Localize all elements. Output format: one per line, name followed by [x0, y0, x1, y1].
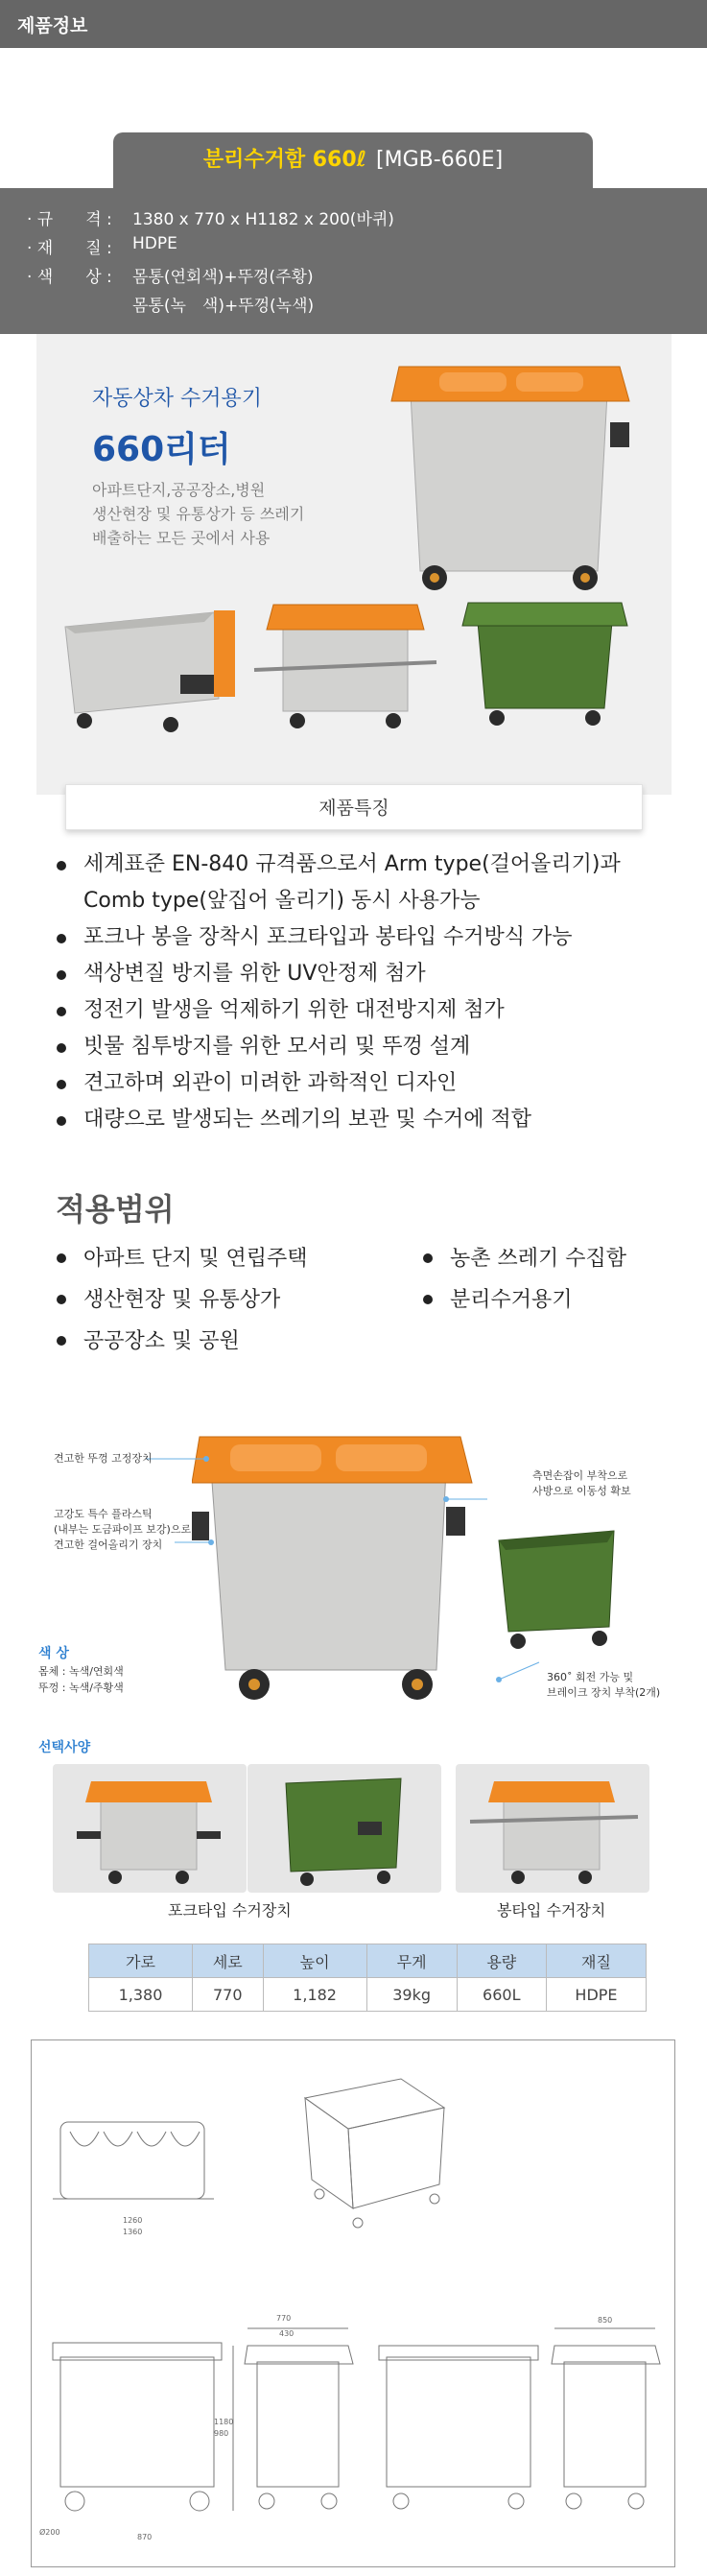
technical-drawing [31, 2039, 675, 2567]
spec-key: · 규 격 : [27, 210, 112, 229]
right-view-drawing [552, 2328, 660, 2509]
scope-list-left [53, 1238, 308, 1362]
option-bar-label: 봉타입 수거장치 [497, 1901, 606, 1920]
dim-label: 850 [598, 2316, 613, 2325]
feature-item: 대량으로 발생되는 쓰레기의 보관 및 수거에 적합 [53, 1102, 667, 1138]
option-fork-label: 포크타입 수거장치 [168, 1901, 292, 1920]
isometric-drawing [305, 2079, 444, 2228]
callout-line: 측면손잡이 부착으로 [532, 1469, 628, 1482]
spec-table-header-cell: 용량 [457, 1944, 546, 1978]
main-bin-image [382, 355, 641, 595]
feature-item: 정전기 발생을 억제하기 위한 대전방지제 첨가 [53, 992, 667, 1029]
scope-item: 아파트 단지 및 연립주택 [53, 1238, 308, 1279]
page-title: 제품정보 [17, 15, 88, 36]
spec-row-size [27, 205, 394, 229]
features-header: 제품특징 [65, 784, 643, 830]
spec-table-row [89, 1978, 647, 2012]
spec-key: · 색 상 : [27, 268, 112, 287]
promo-desc-line: 배출하는 모든 곳에서 사용 [92, 529, 271, 547]
callout-lid-lock: 견고한 뚜껑 고정장치 [54, 1452, 153, 1465]
product-name: 분리수거함 660ℓ [202, 148, 367, 172]
spec-table-cell: 1,182 [263, 1978, 366, 2012]
dim-label: Ø200 [39, 2528, 60, 2537]
promo-capacity: 660리터 [92, 430, 231, 469]
front-view-drawing [53, 2343, 222, 2511]
spec-table-header-cell: 세로 [192, 1944, 263, 1978]
open-grey-bin-image [51, 593, 243, 737]
fork-bin-green-icon [247, 1764, 441, 1893]
scope-item: 농촌 쓰레기 수집함 [419, 1238, 626, 1279]
spec-table-cell: HDPE [546, 1978, 646, 2012]
promo-subtitle: 자동상차 수거용기 [92, 387, 263, 411]
spec-value: 몸통(연회색)+뚜껑(주황) [132, 268, 314, 287]
feature-item: 포크나 봉을 장착시 포크타입과 봉타입 수거방식 가능 [53, 919, 667, 956]
spec-table-cell: 39kg [366, 1978, 457, 2012]
callout-line: (내부는 도금파이프 보강)으로 [54, 1523, 192, 1536]
callout-side-handle [532, 1468, 631, 1499]
callout-arm-lift [54, 1507, 191, 1553]
spec-key: · 재 질 : [27, 239, 112, 258]
promo-description [92, 478, 304, 550]
dim-label: 770 [276, 2314, 292, 2323]
spec-table-cell: 1,380 [89, 1978, 193, 2012]
callout-line: 360˚ 회전 가능 및 [547, 1671, 634, 1683]
features-list [53, 847, 667, 1138]
option-fork-image-1 [53, 1764, 247, 1893]
spec-panel [0, 188, 707, 334]
drawing-svg [32, 2040, 674, 2566]
scope-item: 분리수거용기 [419, 1279, 626, 1321]
spec-row-material [27, 234, 177, 258]
feature-item: 색상변질 방지를 위한 UV안정제 첨가 [53, 956, 667, 992]
spec-row-color [27, 263, 314, 287]
callout-line: 브레이크 장치 부착(2개) [547, 1686, 661, 1699]
promo-desc-line: 생산현장 및 유통상가 등 쓰레기 [92, 505, 305, 523]
dim-label: 1180 [214, 2418, 234, 2426]
scope-list-right [419, 1238, 626, 1321]
spec-value: HDPE [132, 234, 177, 253]
callout-line: 견고한 걸어올리기 장치 [54, 1538, 163, 1551]
promo-desc-line: 아파트단지,공공장소,병원 [92, 481, 266, 499]
spec-table-header-cell: 무게 [366, 1944, 457, 1978]
spec-table-header-cell: 높이 [263, 1944, 366, 1978]
option-fork-image-2 [247, 1764, 441, 1893]
scope-title: 적용범위 [56, 1191, 175, 1228]
bar-bin-orange-icon [456, 1764, 649, 1893]
scope-item: 생산현장 및 유통상가 [53, 1279, 308, 1321]
feature-item: 세계표준 EN-840 규격품으로서 Arm type(걸어올리기)과 Comb type(앞집어 올리기) 동시 사용가능 [53, 847, 667, 919]
color-line-lid: 뚜껑 : 녹색/주황색 [38, 1682, 124, 1694]
callout-wheel [547, 1670, 660, 1701]
color-title: 색 상 [38, 1646, 69, 1661]
spec-table [88, 1944, 647, 2012]
callout-line: 고강도 특수 플라스틱 [54, 1508, 153, 1520]
fork-bin-orange-icon [53, 1764, 247, 1893]
feature-item: 빗물 침투방지를 위한 모서리 및 뚜껑 설계 [53, 1029, 667, 1065]
spec-table-cell: 770 [192, 1978, 263, 2012]
product-title-tab [113, 132, 593, 188]
dim-label: 870 [137, 2533, 153, 2541]
feature-item: 견고하며 외관이 미려한 과학적인 디자인 [53, 1065, 667, 1102]
top-view-drawing [53, 2122, 214, 2199]
side-view-drawing [233, 2328, 353, 2511]
dim-label: 430 [279, 2329, 295, 2338]
product-showcase [36, 334, 672, 795]
spec-table-header-cell: 가로 [89, 1944, 193, 1978]
green-bin-image [449, 593, 641, 737]
dim-label: 1260 [123, 2216, 143, 2225]
top-bar [0, 0, 707, 48]
spec-value: 1380 x 770 x H1182 x 200(바퀴) [132, 210, 394, 229]
option-bar-image [456, 1764, 649, 1893]
color-line-body: 몸체 : 녹색/연회색 [38, 1665, 124, 1678]
front-orange-bin-image [249, 593, 441, 737]
spec-table-cell: 660L [457, 1978, 546, 2012]
callout-line: 사방으로 이동성 확보 [532, 1485, 631, 1497]
rear-view-drawing [379, 2346, 538, 2509]
dim-label: 1360 [123, 2228, 143, 2236]
spec-value: 몸통(녹 색)+뚜껑(녹색) [132, 297, 315, 316]
product-model: [MGB-660E] [376, 148, 504, 172]
dim-label: 980 [214, 2429, 229, 2438]
options-title: 선택사양 [38, 1740, 91, 1755]
scope-item: 공공장소 및 공원 [53, 1321, 308, 1362]
spec-table-header-cell: 재질 [546, 1944, 646, 1978]
spec-row-color-2 [27, 292, 315, 316]
spec-table-header-row [89, 1944, 647, 1978]
